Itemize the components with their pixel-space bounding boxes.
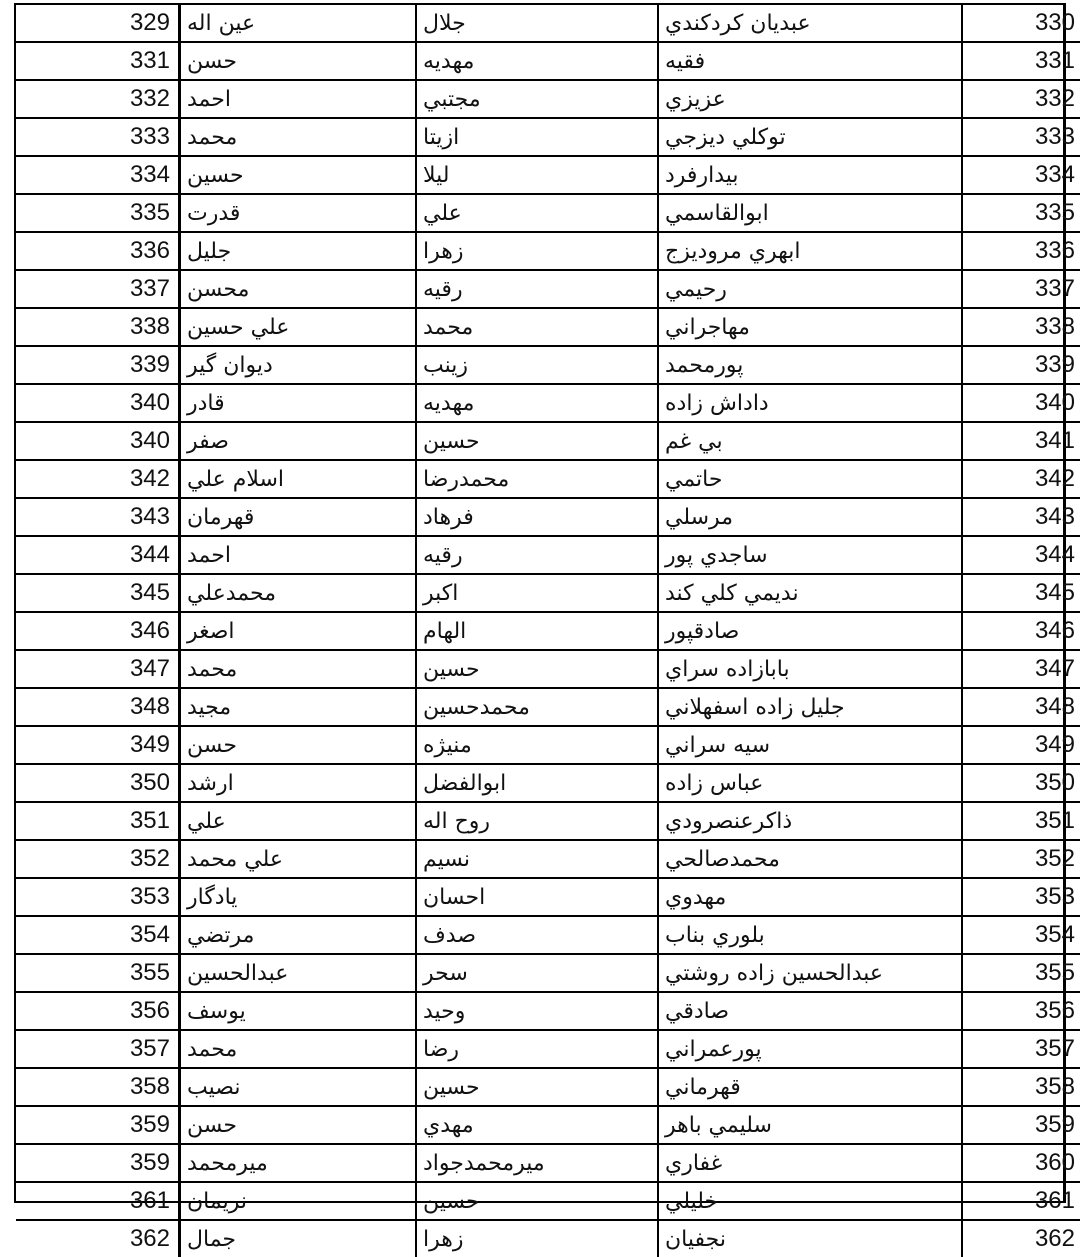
last-name-cell: پورمحمد [658,346,962,384]
row-number-cell: 335 [962,194,1080,232]
table-row [16,156,1080,194]
left-number-cell: 335 [16,194,180,232]
last-name-cell: بيدارفرد [658,156,962,194]
left-number-cell: 332 [16,80,180,118]
first-name-cell: احسان [416,878,658,916]
first-name-cell: مجتبي [416,80,658,118]
table-row [16,498,1080,536]
last-name-cell: رحيمي [658,270,962,308]
left-number-cell: 342 [16,460,180,498]
last-name-cell: ذاكرعنصرودي [658,802,962,840]
last-name-cell: سيه سراني [658,726,962,764]
table-row [16,270,1080,308]
table-row [16,42,1080,80]
first-name-cell: منيژه [416,726,658,764]
left-number-cell: 343 [16,498,180,536]
row-number-cell: 359 [962,1106,1080,1144]
row-number-cell: 357 [962,1030,1080,1068]
row-number-cell: 361 [962,1182,1080,1220]
first-name-cell: رقيه [416,270,658,308]
left-number-cell: 331 [16,42,180,80]
table-row [16,1106,1080,1144]
row-number-cell: 334 [962,156,1080,194]
table-row [16,1030,1080,1068]
row-number-cell: 355 [962,954,1080,992]
father-name-cell: اصغر [180,612,417,650]
first-name-cell: نسيم [416,840,658,878]
left-number-cell: 340 [16,384,180,422]
row-number-cell: 347 [962,650,1080,688]
row-number-cell: 344 [962,536,1080,574]
left-number-cell: 336 [16,232,180,270]
father-name-cell: قهرمان [180,498,417,536]
last-name-cell: سليمي باهر [658,1106,962,1144]
father-name-cell: علي محمد [180,840,417,878]
first-name-cell: مهديه [416,42,658,80]
last-name-cell: بابازاده سراي [658,650,962,688]
father-name-cell: مجيد [180,688,417,726]
left-number-cell: 351 [16,802,180,840]
last-name-cell: ابوالقاسمي [658,194,962,232]
table-row [16,1220,1080,1257]
first-name-cell: زينب [416,346,658,384]
last-name-cell: بلوري بناب [658,916,962,954]
left-number-cell: 352 [16,840,180,878]
row-number-cell: 350 [962,764,1080,802]
row-number-cell: 352 [962,840,1080,878]
left-number-cell: 362 [16,1220,180,1257]
table-row [16,536,1080,574]
father-name-cell: حسن [180,726,417,764]
first-name-cell: مهدي [416,1106,658,1144]
table-row [16,916,1080,954]
row-number-cell: 338 [962,308,1080,346]
last-name-cell: عزيزي [658,80,962,118]
father-name-cell: ديوان گير [180,346,417,384]
first-name-cell: حسين [416,650,658,688]
table-row [16,384,1080,422]
table-row [16,1182,1080,1220]
first-name-cell: مهديه [416,384,658,422]
row-number-cell: 356 [962,992,1080,1030]
father-name-cell: صفر [180,422,417,460]
last-name-cell: ساجدي پور [658,536,962,574]
table-row [16,764,1080,802]
father-name-cell: محمد [180,1030,417,1068]
table-row [16,802,1080,840]
last-name-cell: مهدوي [658,878,962,916]
last-name-cell: عبديان كردكندي [658,5,962,42]
father-name-cell: احمد [180,80,417,118]
first-name-cell: روح اله [416,802,658,840]
left-number-cell: 348 [16,688,180,726]
row-number-cell: 349 [962,726,1080,764]
row-number-cell: 353 [962,878,1080,916]
left-number-cell: 357 [16,1030,180,1068]
table-row [16,878,1080,916]
left-number-cell: 355 [16,954,180,992]
table-row [16,992,1080,1030]
left-number-cell: 338 [16,308,180,346]
first-name-cell: ابوالفضل [416,764,658,802]
table-row [16,460,1080,498]
left-number-cell: 356 [16,992,180,1030]
father-name-cell: قادر [180,384,417,422]
row-number-cell: 331 [962,42,1080,80]
left-number-cell: 339 [16,346,180,384]
last-name-cell: داداش زاده [658,384,962,422]
first-name-cell: حسين [416,1182,658,1220]
father-name-cell: عبدالحسين [180,954,417,992]
table-row [16,308,1080,346]
father-name-cell: محسن [180,270,417,308]
father-name-cell: مرتضي [180,916,417,954]
father-name-cell: حسن [180,42,417,80]
last-name-cell: پورعمراني [658,1030,962,1068]
last-name-cell: نجفيان [658,1220,962,1257]
row-number-cell: 354 [962,916,1080,954]
left-number-cell: 346 [16,612,180,650]
last-name-cell: توكلي ديزجي [658,118,962,156]
father-name-cell: ميرمحمد [180,1144,417,1182]
table-row [16,194,1080,232]
left-number-cell: 353 [16,878,180,916]
row-number-cell: 343 [962,498,1080,536]
row-number-cell: 346 [962,612,1080,650]
last-name-cell: صادقپور [658,612,962,650]
left-number-cell: 350 [16,764,180,802]
first-name-cell: الهام [416,612,658,650]
last-name-cell: حاتمي [658,460,962,498]
first-name-cell: ميرمحمدجواد [416,1144,658,1182]
row-number-cell: 330 [962,5,1080,42]
row-number-cell: 360 [962,1144,1080,1182]
last-name-cell: خليلي [658,1182,962,1220]
father-name-cell: محمد [180,650,417,688]
last-name-cell: قهرماني [658,1068,962,1106]
table-row [16,954,1080,992]
first-name-cell: رضا [416,1030,658,1068]
father-name-cell: علي حسين [180,308,417,346]
first-name-cell: حسين [416,422,658,460]
father-name-cell: نصيب [180,1068,417,1106]
first-name-cell: وحيد [416,992,658,1030]
row-number-cell: 332 [962,80,1080,118]
first-name-cell: سحر [416,954,658,992]
first-name-cell: ليلا [416,156,658,194]
last-name-cell: غفاري [658,1144,962,1182]
first-name-cell: حسين [416,1068,658,1106]
row-number-cell: 336 [962,232,1080,270]
left-number-cell: 359 [16,1106,180,1144]
father-name-cell: اسلام علي [180,460,417,498]
left-number-cell: 337 [16,270,180,308]
first-name-cell: ازيتا [416,118,658,156]
row-number-cell: 342 [962,460,1080,498]
father-name-cell: جليل [180,232,417,270]
table-row [16,688,1080,726]
last-name-cell: مهاجراني [658,308,962,346]
left-number-cell: 340 [16,422,180,460]
left-number-cell: 345 [16,574,180,612]
row-number-cell: 333 [962,118,1080,156]
row-number-cell: 358 [962,1068,1080,1106]
row-number-cell: 341 [962,422,1080,460]
table-row [16,346,1080,384]
first-name-cell: رقيه [416,536,658,574]
table-row [16,422,1080,460]
row-number-cell: 362 [962,1220,1080,1257]
first-name-cell: محمدحسين [416,688,658,726]
left-number-cell: 361 [16,1182,180,1220]
last-name-cell: عباس زاده [658,764,962,802]
father-name-cell: محمدعلي [180,574,417,612]
table-row [16,118,1080,156]
last-name-cell: صادقي [658,992,962,1030]
row-number-cell: 345 [962,574,1080,612]
left-number-cell: 359 [16,1144,180,1182]
first-name-cell: محمدرضا [416,460,658,498]
row-number-cell: 337 [962,270,1080,308]
father-name-cell: حسن [180,1106,417,1144]
table-row [16,612,1080,650]
father-name-cell: ارشد [180,764,417,802]
table-row [16,5,1080,42]
father-name-cell: يادگار [180,878,417,916]
left-number-cell: 347 [16,650,180,688]
father-name-cell: قدرت [180,194,417,232]
table-row [16,650,1080,688]
father-name-cell: يوسف [180,992,417,1030]
left-number-cell: 354 [16,916,180,954]
first-name-cell: محمد [416,308,658,346]
first-name-cell: صدف [416,916,658,954]
father-name-cell: احمد [180,536,417,574]
last-name-cell: مرسلي [658,498,962,536]
left-number-cell: 344 [16,536,180,574]
row-number-cell: 340 [962,384,1080,422]
table-row [16,1144,1080,1182]
father-name-cell: نريمان [180,1182,417,1220]
father-name-cell: جمال [180,1220,417,1257]
table-row [16,840,1080,878]
table-body [16,5,1080,1257]
father-name-cell: عين اله [180,5,417,42]
father-name-cell: محمد [180,118,417,156]
first-name-cell: زهرا [416,1220,658,1257]
first-name-cell: اكبر [416,574,658,612]
last-name-cell: جليل زاده اسفهلاني [658,688,962,726]
table-row [16,574,1080,612]
first-name-cell: فرهاد [416,498,658,536]
last-name-cell: بي غم [658,422,962,460]
name-list-table [14,3,1075,1252]
last-name-cell: نديمي كلي كند [658,574,962,612]
first-name-cell: زهرا [416,232,658,270]
last-name-cell: عبدالحسين زاده روشتي [658,954,962,992]
table-row [16,726,1080,764]
first-name-cell: علي [416,194,658,232]
table-row [16,80,1080,118]
left-number-cell: 329 [16,5,180,42]
last-name-cell: فقيه [658,42,962,80]
table-row [16,232,1080,270]
left-number-cell: 358 [16,1068,180,1106]
father-name-cell: علي [180,802,417,840]
left-number-cell: 334 [16,156,180,194]
row-number-cell: 351 [962,802,1080,840]
row-number-cell: 348 [962,688,1080,726]
last-name-cell: ابهري مروديزج [658,232,962,270]
table-row [16,1068,1080,1106]
first-name-cell: جلال [416,5,658,42]
last-name-cell: محمدصالحي [658,840,962,878]
father-name-cell: حسين [180,156,417,194]
left-number-cell: 349 [16,726,180,764]
row-number-cell: 339 [962,346,1080,384]
left-number-cell: 333 [16,118,180,156]
